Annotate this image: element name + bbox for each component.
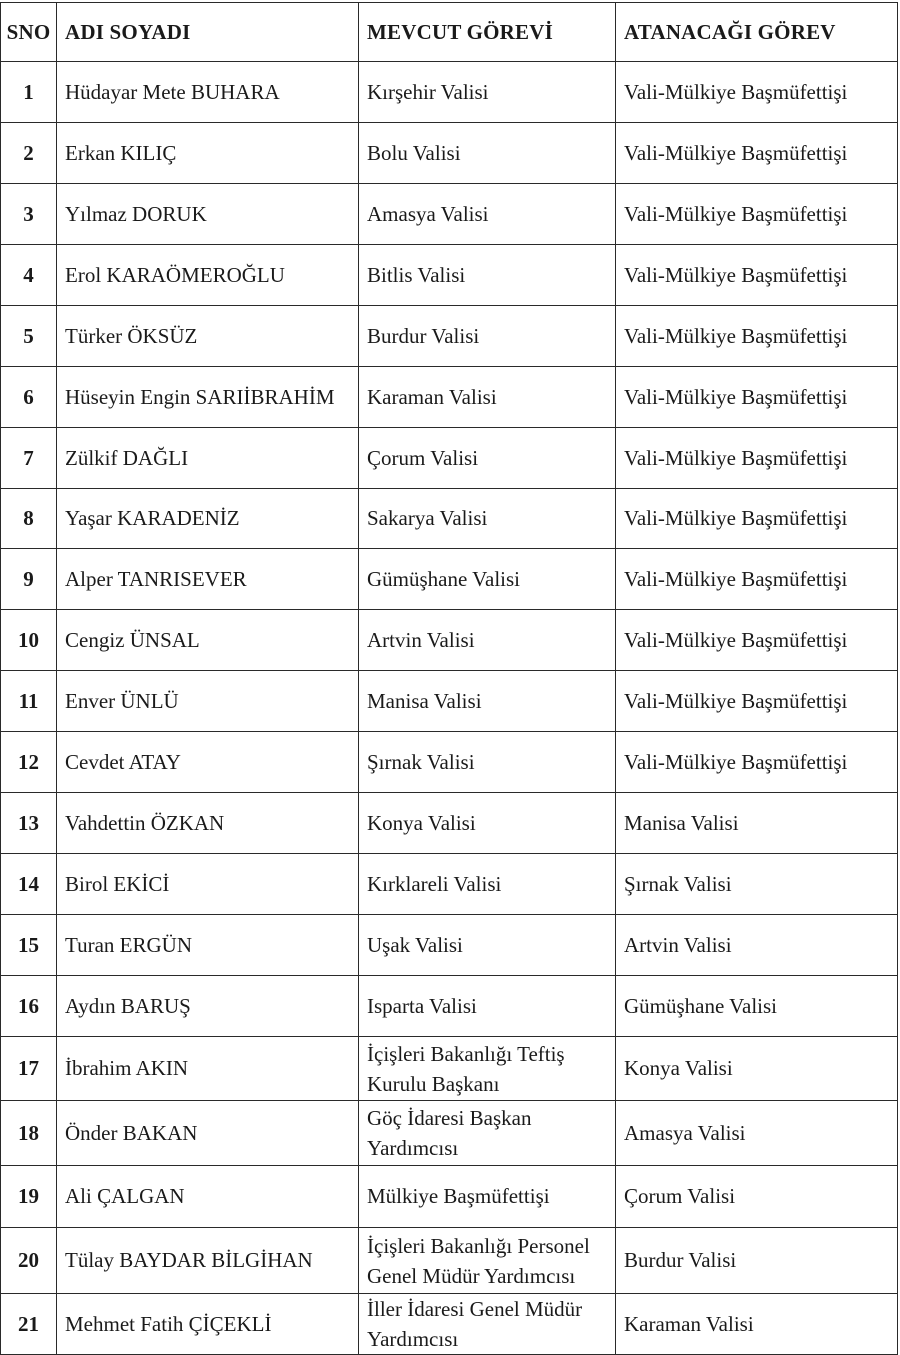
row-current-position: Bitlis Valisi <box>359 245 616 306</box>
row-assigned-position: Şırnak Valisi <box>616 854 898 915</box>
row-assigned-position: Çorum Valisi <box>616 1166 898 1228</box>
row-current-position: Artvin Valisi <box>359 610 616 671</box>
row-current-position: İçişleri Bakanlığı Teftiş Kurulu Başkanı <box>359 1037 616 1101</box>
row-name: Vahdettin ÖZKAN <box>57 793 359 854</box>
row-assigned-position: Vali-Mülkiye Başmüfettişi <box>616 306 898 367</box>
table-row <box>1 1294 898 1355</box>
table-row <box>1 1037 898 1101</box>
row-current-position: Karaman Valisi <box>359 367 616 428</box>
row-name: İbrahim AKIN <box>57 1037 359 1101</box>
row-sno: 5 <box>1 306 57 367</box>
table-row <box>1 1166 898 1228</box>
row-name: Mehmet Fatih ÇİÇEKLİ <box>57 1294 359 1355</box>
table-row <box>1 245 898 306</box>
row-sno: 11 <box>1 671 57 732</box>
table-row <box>1 854 898 915</box>
header-current-position: MEVCUT GÖREVİ <box>359 3 616 62</box>
row-name: Turan ERGÜN <box>57 915 359 976</box>
table-row <box>1 306 898 367</box>
row-name: Zülkif DAĞLI <box>57 428 359 489</box>
row-assigned-position: Vali-Mülkiye Başmüfettişi <box>616 184 898 245</box>
table-row <box>1 549 898 610</box>
row-sno: 6 <box>1 367 57 428</box>
row-sno: 16 <box>1 976 57 1037</box>
row-name: Hüseyin Engin SARIİBRAHİM <box>57 367 359 428</box>
table-body <box>1 62 898 1355</box>
row-current-position: İçişleri Bakanlığı Personel Genel Müdür Yardımcısı <box>359 1228 616 1294</box>
appointments-table <box>0 2 898 1355</box>
row-sno: 9 <box>1 549 57 610</box>
table-row <box>1 1228 898 1294</box>
row-current-position: Sakarya Valisi <box>359 489 616 549</box>
row-current-position: Uşak Valisi <box>359 915 616 976</box>
row-current-position: Kırklareli Valisi <box>359 854 616 915</box>
row-current-position: Isparta Valisi <box>359 976 616 1037</box>
row-current-position: İller İdaresi Genel Müdür Yardımcısı <box>359 1294 616 1355</box>
row-sno: 21 <box>1 1294 57 1355</box>
row-sno: 20 <box>1 1228 57 1294</box>
row-sno: 8 <box>1 489 57 549</box>
row-current-position: Göç İdaresi Başkan Yardımcısı <box>359 1101 616 1166</box>
row-name: Ali ÇALGAN <box>57 1166 359 1228</box>
row-name: Cengiz ÜNSAL <box>57 610 359 671</box>
row-name: Enver ÜNLÜ <box>57 671 359 732</box>
header-name: ADI SOYADI <box>57 3 359 62</box>
row-sno: 10 <box>1 610 57 671</box>
table-row <box>1 793 898 854</box>
table-row <box>1 976 898 1037</box>
table-row <box>1 184 898 245</box>
row-sno: 18 <box>1 1101 57 1166</box>
row-sno: 7 <box>1 428 57 489</box>
row-sno: 13 <box>1 793 57 854</box>
row-assigned-position: Vali-Mülkiye Başmüfettişi <box>616 62 898 123</box>
row-assigned-position: Vali-Mülkiye Başmüfettişi <box>616 489 898 549</box>
row-current-position: Amasya Valisi <box>359 184 616 245</box>
row-assigned-position: Vali-Mülkiye Başmüfettişi <box>616 428 898 489</box>
row-name: Hüdayar Mete BUHARA <box>57 62 359 123</box>
table-row <box>1 428 898 489</box>
table-row <box>1 367 898 428</box>
row-assigned-position: Vali-Mülkiye Başmüfettişi <box>616 123 898 184</box>
row-sno: 4 <box>1 245 57 306</box>
row-assigned-position: Burdur Valisi <box>616 1228 898 1294</box>
row-current-position: Gümüşhane Valisi <box>359 549 616 610</box>
row-current-position: Konya Valisi <box>359 793 616 854</box>
row-name: Tülay BAYDAR BİLGİHAN <box>57 1228 359 1294</box>
row-assigned-position: Gümüşhane Valisi <box>616 976 898 1037</box>
row-assigned-position: Vali-Mülkiye Başmüfettişi <box>616 549 898 610</box>
row-assigned-position: Vali-Mülkiye Başmüfettişi <box>616 732 898 793</box>
row-assigned-position: Manisa Valisi <box>616 793 898 854</box>
row-sno: 12 <box>1 732 57 793</box>
row-sno: 15 <box>1 915 57 976</box>
row-sno: 3 <box>1 184 57 245</box>
row-assigned-position: Amasya Valisi <box>616 1101 898 1166</box>
row-assigned-position: Karaman Valisi <box>616 1294 898 1355</box>
row-name: Erkan KILIÇ <box>57 123 359 184</box>
row-name: Cevdet ATAY <box>57 732 359 793</box>
table-row <box>1 489 898 549</box>
row-sno: 19 <box>1 1166 57 1228</box>
row-assigned-position: Konya Valisi <box>616 1037 898 1101</box>
table-row <box>1 915 898 976</box>
row-current-position: Şırnak Valisi <box>359 732 616 793</box>
table-row <box>1 732 898 793</box>
row-assigned-position: Vali-Mülkiye Başmüfettişi <box>616 245 898 306</box>
row-name: Türker ÖKSÜZ <box>57 306 359 367</box>
row-assigned-position: Vali-Mülkiye Başmüfettişi <box>616 671 898 732</box>
header-sno: SNO <box>1 3 57 62</box>
row-current-position: Bolu Valisi <box>359 123 616 184</box>
row-name: Yılmaz DORUK <box>57 184 359 245</box>
row-name: Önder BAKAN <box>57 1101 359 1166</box>
table-header-row <box>1 3 898 62</box>
table-row <box>1 671 898 732</box>
header-assigned-position: ATANACAĞI GÖREV <box>616 3 898 62</box>
row-current-position: Çorum Valisi <box>359 428 616 489</box>
row-assigned-position: Artvin Valisi <box>616 915 898 976</box>
row-current-position: Kırşehir Valisi <box>359 62 616 123</box>
row-sno: 14 <box>1 854 57 915</box>
row-sno: 2 <box>1 123 57 184</box>
row-sno: 1 <box>1 62 57 123</box>
row-sno: 17 <box>1 1037 57 1101</box>
table-row <box>1 610 898 671</box>
table-row <box>1 62 898 123</box>
row-name: Aydın BARUŞ <box>57 976 359 1037</box>
table-row <box>1 123 898 184</box>
row-name: Erol KARAÖMEROĞLU <box>57 245 359 306</box>
row-name: Yaşar KARADENİZ <box>57 489 359 549</box>
row-current-position: Mülkiye Başmüfettişi <box>359 1166 616 1228</box>
row-name: Alper TANRISEVER <box>57 549 359 610</box>
row-name: Birol EKİCİ <box>57 854 359 915</box>
table-row <box>1 1101 898 1166</box>
row-current-position: Burdur Valisi <box>359 306 616 367</box>
row-assigned-position: Vali-Mülkiye Başmüfettişi <box>616 367 898 428</box>
row-current-position: Manisa Valisi <box>359 671 616 732</box>
row-assigned-position: Vali-Mülkiye Başmüfettişi <box>616 610 898 671</box>
